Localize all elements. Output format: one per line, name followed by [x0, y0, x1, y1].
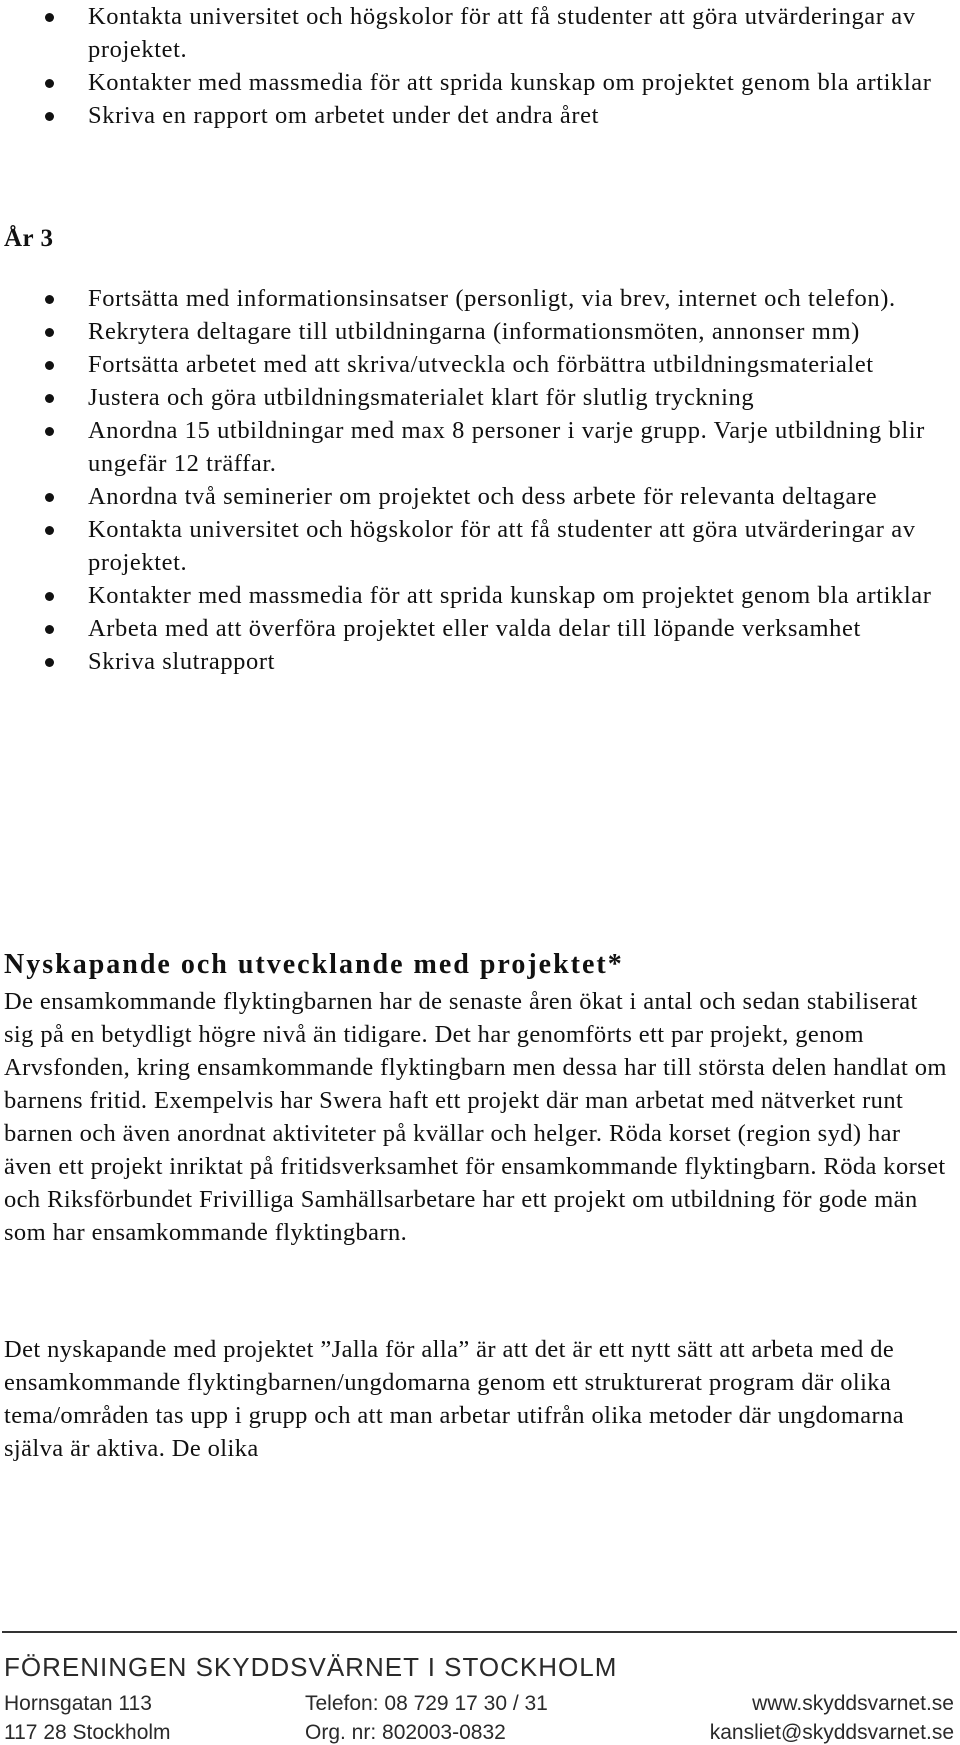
list-item: [0, 480, 955, 513]
footer-divider: [2, 1631, 957, 1633]
footer-address-street: Hornsgatan 113: [4, 1692, 152, 1715]
bullet-icon: [45, 658, 54, 667]
footer-org-name: FÖRENINGEN SKYDDSVÄRNET I STOCKHOLM: [4, 1652, 618, 1682]
section-heading: Nyskapande och utvecklande med projektet*: [4, 949, 624, 980]
bullet-list-year3: [0, 282, 955, 678]
bullet-list-year2-tail: [0, 0, 955, 132]
list-item: [0, 282, 955, 315]
list-item-text: Kontakter med massmedia för att sprida kunskap om projektet genom bla artiklar: [88, 69, 932, 96]
bullet-icon: [45, 493, 54, 502]
page-footer: [0, 1628, 960, 1744]
body-paragraph-2: Det nyskapande med projektet ”Jalla för alla” är att det är ett nytt sätt att arbeta med de ensamkommande flyktingbarnen/ungdomarna genom ett strukturerat program där olika tema/områden tas upp i grupp och att man arbetar utifrån olika metoder där ungdomarna själva är aktiva. De olika: [4, 1336, 905, 1462]
footer-address-city: 117 28 Stockholm: [4, 1721, 171, 1744]
list-item: [0, 513, 955, 579]
list-item: [0, 381, 955, 414]
bullet-icon: [45, 625, 54, 634]
list-item: [0, 0, 955, 66]
list-item-text: Skriva slutrapport: [88, 648, 276, 675]
bullet-icon: [45, 13, 54, 22]
list-item-text: Skriva en rapport om arbetet under det andra året: [88, 102, 600, 129]
list-item: [0, 645, 955, 678]
footer-org-number: Org. nr: 802003-0832: [305, 1721, 506, 1744]
bullet-icon: [45, 592, 54, 601]
bullet-icon: [45, 526, 54, 535]
list-item: [0, 348, 955, 381]
list-item: [0, 414, 955, 480]
list-item-text: Fortsätta arbetet med att skriva/utveckla och förbättra utbildningsmaterialet: [88, 351, 874, 378]
bullet-icon: [45, 112, 54, 121]
bullet-icon: [45, 79, 54, 88]
list-item: [0, 612, 955, 645]
list-item-text: Justera och göra utbildningsmaterialet klart för slutlig tryckning: [88, 384, 755, 411]
list-item-text: Kontakter med massmedia för att sprida kunskap om projektet genom bla artiklar: [88, 582, 932, 609]
bullet-icon: [45, 295, 54, 304]
list-item: [0, 99, 955, 132]
year3-heading: År 3: [4, 225, 54, 252]
footer-website: www.skyddsvarnet.se: [752, 1692, 954, 1715]
list-item-text: Anordna två seminerier om projektet och dess arbete för relevanta deltagare: [88, 483, 878, 510]
list-item: [0, 66, 955, 99]
list-item-text: Kontakta universitet och högskolor för att få studenter att göra utvärderingar av projektet.: [88, 516, 916, 576]
bullet-icon: [45, 328, 54, 337]
list-item-text: Anordna 15 utbildningar med max 8 personer i varje grupp. Varje utbildning blir ungefär 12 träffar.: [88, 417, 925, 477]
body-paragraph-1: De ensamkommande flyktingbarnen har de senaste åren ökat i antal och sedan stabiliserat sig på en betydligt högre nivå än tidigare. Det har genomförts ett par projekt, genom Arvsfonden, kring ensamkommande flyktingbarn men dessa har till största delen handlat om barnens fritid. Exempelvis har Swera haft ett projekt där man arbetat med nätverket runt barnen och även anordnat aktiviteter på kvällar och helger. Röda korset (region syd) har även ett projekt inriktat på fritidsverksamhet för ensamkommande flyktingbarn. Röda korset och Riksförbundet Frivilliga Samhällsarbetare har ett projekt om utbildning för gode män som har ensamkommande flyktingbarn.: [4, 988, 947, 1246]
list-item: [0, 579, 955, 612]
list-item: [0, 315, 955, 348]
list-item-text: Kontakta universitet och högskolor för att få studenter att göra utvärderingar av projektet.: [88, 3, 916, 63]
footer-phone: Telefon: 08 729 17 30 / 31: [305, 1692, 548, 1715]
bullet-icon: [45, 361, 54, 370]
footer-email: kansliet@skyddsvarnet.se: [709, 1721, 954, 1744]
bullet-icon: [45, 427, 54, 436]
bullet-icon: [45, 394, 54, 403]
list-item-text: Fortsätta med informationsinsatser (personligt, via brev, internet och telefon).: [88, 285, 896, 312]
list-item-text: Arbeta med att överföra projektet eller valda delar till löpande verksamhet: [88, 615, 861, 642]
list-item-text: Rekrytera deltagare till utbildningarna (informationsmöten, annonser mm): [88, 318, 860, 345]
